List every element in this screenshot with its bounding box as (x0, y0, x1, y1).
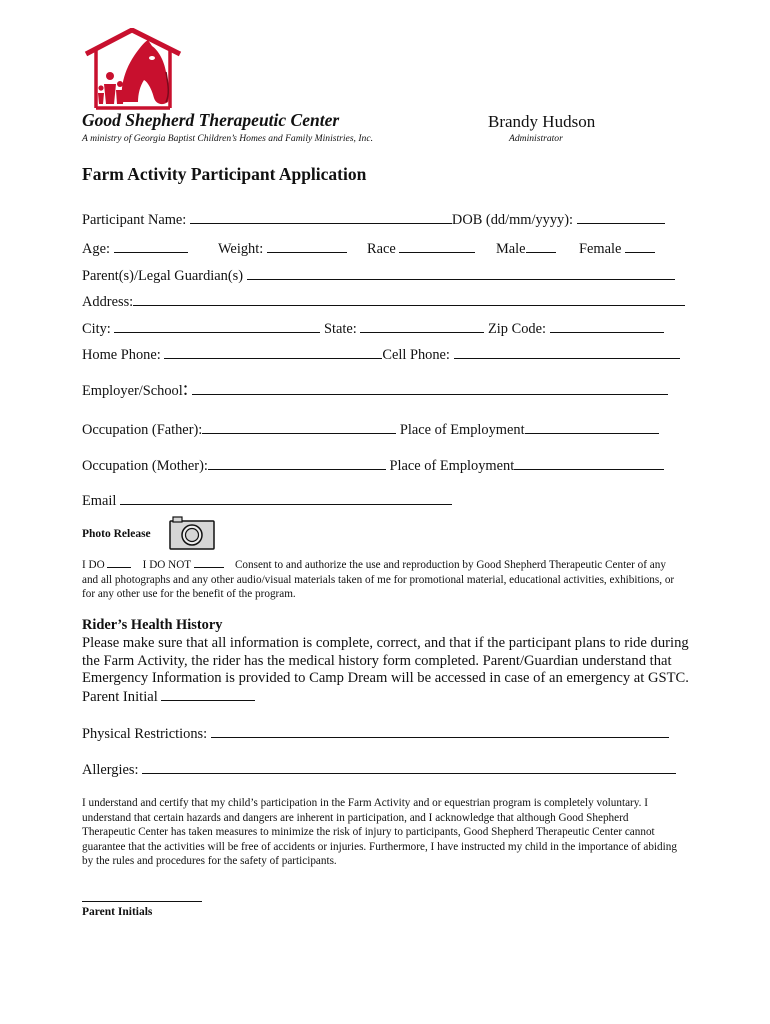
allergies-row (82, 761, 676, 779)
female-group (579, 240, 655, 258)
physical-restrictions-label: Physical Restrictions: (82, 726, 208, 742)
email-field[interactable] (120, 492, 452, 505)
zip-field[interactable] (550, 320, 664, 333)
participant-name-label: Participant Name: (82, 212, 187, 228)
health-history-text (82, 635, 692, 707)
allergies-field[interactable] (142, 761, 676, 774)
occupation-mother-label: Occupation (Mother): (82, 458, 208, 474)
admin-name: Brandy Hudson (488, 112, 596, 131)
place-employment-mother-label: Place of Employment (389, 458, 515, 474)
home-phone-label: Home Phone: (82, 347, 161, 363)
health-history-body: Please make sure that all information is complete, correct, and that if the participant plans to ride during the Farm Activity, the rider has the medical history form completed. Parent/Guardian understand that Emergency Information is provided to Camp Dream will be accessed in case of an emergency at GSTC. Parent Initial (82, 635, 689, 706)
male-label: Male (496, 241, 526, 257)
female-field[interactable] (625, 240, 655, 253)
form-title: Farm Activity Participant Application (82, 164, 367, 184)
race-group (367, 240, 475, 258)
age-label: Age: (82, 241, 110, 257)
age-field[interactable] (114, 240, 188, 253)
i-do-not-label: I DO NOT (142, 559, 191, 571)
place-employment-father-field[interactable] (525, 421, 659, 434)
health-history-title: Rider’s Health History (82, 617, 223, 633)
mother-row (82, 457, 664, 475)
address-row (82, 293, 685, 311)
male-group (496, 240, 556, 258)
photo-consent (82, 558, 682, 602)
city-field[interactable] (114, 320, 320, 333)
occupation-father-field[interactable] (202, 421, 396, 434)
demographics-row (82, 240, 188, 258)
occupation-mother-field[interactable] (208, 457, 386, 470)
father-row (82, 421, 659, 439)
email-row (82, 492, 452, 510)
participant-name-row (82, 211, 665, 229)
physical-restrictions-row (82, 725, 669, 743)
address-label: Address: (82, 294, 134, 310)
male-field[interactable] (526, 240, 556, 253)
allergies-label: Allergies: (82, 762, 139, 778)
parent-initials-field[interactable] (82, 900, 202, 902)
home-phone-field[interactable] (164, 346, 382, 359)
i-do-label: I DO (82, 559, 105, 571)
org-subtitle: A ministry of Georgia Baptist Children’s Homes and Family Ministries, Inc. (82, 133, 373, 144)
i-do-not-field[interactable] (194, 558, 224, 568)
address-field[interactable] (133, 293, 685, 306)
dob-field[interactable] (577, 211, 665, 224)
parent-initials-label: Parent Initials (82, 906, 153, 918)
parent-initial-field[interactable] (161, 688, 255, 701)
weight-label: Weight: (218, 241, 264, 257)
state-label: State: (324, 321, 357, 337)
physical-restrictions-field[interactable] (211, 725, 669, 738)
dob-label: DOB (dd/mm/yyyy): (451, 212, 574, 228)
place-employment-mother-field[interactable] (514, 457, 664, 470)
employer-field[interactable] (192, 382, 668, 395)
zip-label: Zip Code: (488, 321, 546, 337)
guardian-row (82, 267, 675, 285)
race-field[interactable] (399, 240, 475, 253)
state-field[interactable] (360, 320, 484, 333)
admin-title: Administrator (509, 133, 563, 144)
place-employment-father-label: Place of Employment (399, 422, 525, 438)
certification-text: I understand and certify that my child’s participation in the Farm Activity and or equestrian program is completely voluntary. I understand that certain hazards and dangers are inherent in participation, and I acknowledge that although Good Shepherd Therapeutic Center has taken measures to minimize the risk of injury to participants, Good Shepherd Therapeutic Center cannot guarantee that the activities will be free of accidents or injuries. Furthermore, I have instructed my child in the importance of abiding by the rules and procedures for the safety of participants. (82, 797, 677, 867)
weight-field[interactable] (267, 240, 347, 253)
occupation-father-label: Occupation (Father): (82, 422, 203, 438)
cell-phone-field[interactable] (454, 346, 680, 359)
phone-row (82, 346, 680, 364)
city-label: City: (82, 321, 111, 337)
cell-phone-label: Cell Phone: (382, 347, 450, 363)
female-label: Female (579, 241, 622, 257)
i-do-field[interactable] (107, 558, 131, 568)
org-name: Good Shepherd Therapeutic Center (82, 110, 340, 130)
employer-label: Employer/School (82, 383, 183, 399)
camera-icon (169, 516, 215, 550)
email-label: Email (82, 493, 117, 509)
employer-row (82, 378, 668, 401)
weight-group (218, 240, 347, 258)
consent-text: Consent to and authorize the use and reproduction by Good Shepherd Therapeutic Center of any and all photographs and any other audio/visual materials taken of me for promotional material, educational activities, exhibitions, or for any other use for the benefit of the program. (82, 559, 675, 600)
guardian-label: Parent(s)/Legal Guardian(s) (82, 268, 244, 284)
guardian-field[interactable] (247, 267, 675, 280)
horse-barn-family-logo-icon (82, 28, 186, 110)
city-row (82, 320, 664, 338)
employer-colon: : (182, 378, 189, 400)
participant-name-field[interactable] (190, 211, 452, 224)
race-label: Race (367, 241, 396, 257)
photo-release-label: Photo Release (82, 528, 151, 540)
